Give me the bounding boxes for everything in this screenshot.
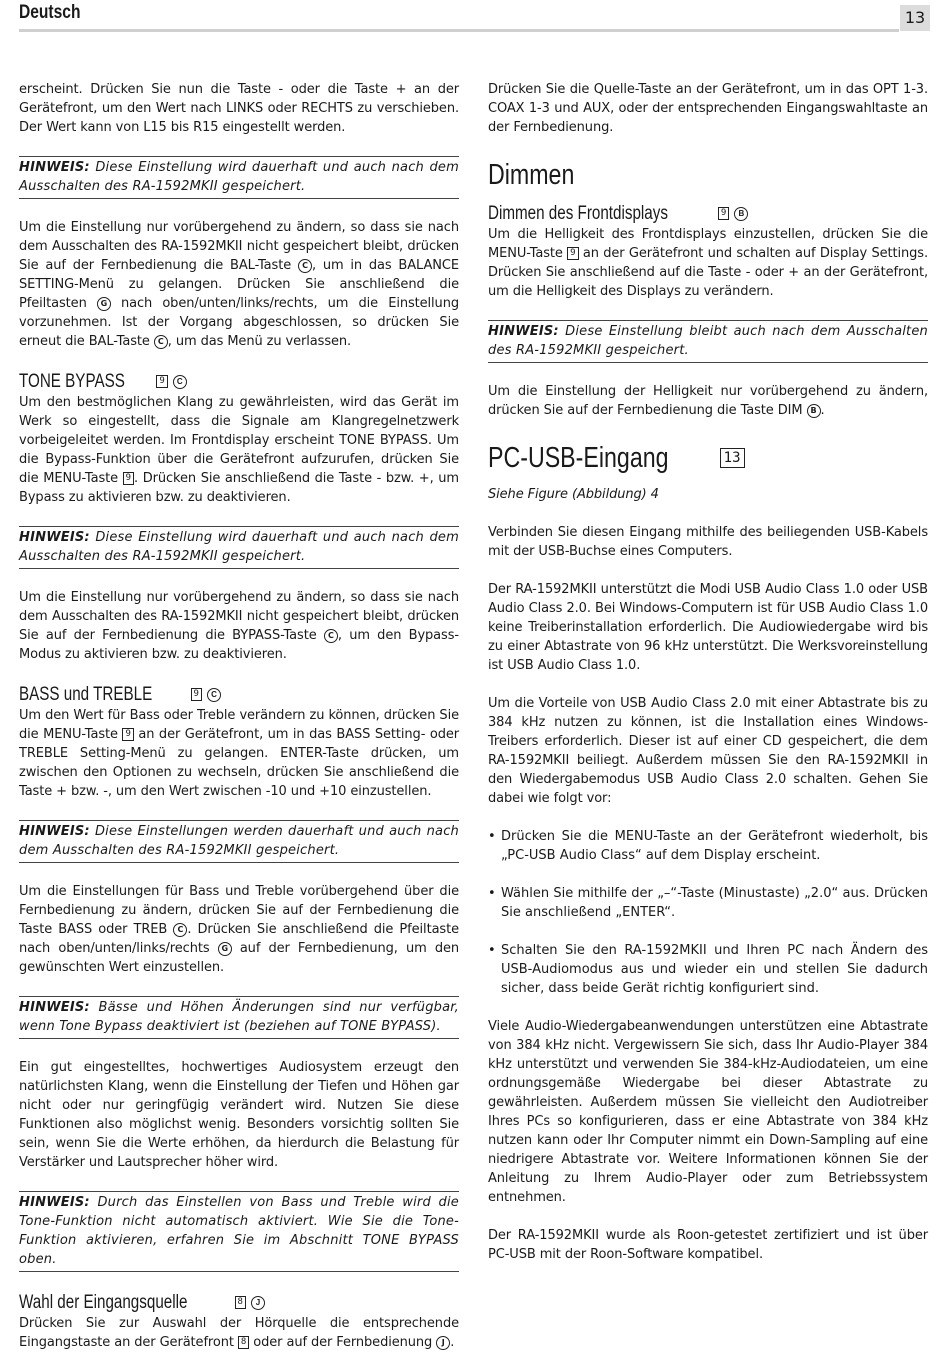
note-label: HINWEIS: — [488, 324, 559, 339]
list-item: • Drücken Sie die MENU-Taste an der Gerätefront wiederholt, bis „PC-USB Audio Class“ auf dem Display erscheint. — [488, 827, 928, 865]
bullet-list — [488, 827, 928, 998]
paragraph — [488, 225, 928, 301]
text-run: Um den Wert für Bass oder Treble verändern zu können, drücken Sie die MENU-Taste — [19, 708, 459, 742]
text-run: . Drücken Sie anschließend die Taste - bzw. +, um Bypass zu aktivieren bzw. zu deaktivieren. — [19, 471, 459, 505]
ref-c-icon: C — [207, 688, 221, 702]
note-text: Bässe und Höhen Änderungen sind nur verfügbar, wenn Tone Bypass deaktiviert ist (beziehen auf TONE BYPASS). — [19, 1000, 459, 1034]
paragraph: Viele Audio-Wiedergabeanwendungen unterstützen eine Abtastrate von 384 kHz nicht. Vergewissern Sie sich, dass Ihr Audio-Player 384 kHz unterstützt und verwenden Sie 384-kHz-Audiodateien, um eine ordnungsgemäße Wiedergabe bei dieser Abtastrate zu gewährleisten. Außerdem müssen Sie vielleicht den Audiotreiber Ihres PCs so konfigurieren, dass er eine Abtastrate von 384 kHz nutzen kann oder Ihr Computer nimmt ein Down-Sampling auf eine niedrigere Abtastrate vor. Weitere Informationen können Sie der Anleitung zu Ihrem Audio-Player oder zum Betriebssystem entnehmen. — [488, 1019, 928, 1205]
text-run: Um die Einstellung der Helligkeit nur vorübergehend zu ändern, drücken Sie auf der Fernbedienung die Taste DIM — [488, 384, 928, 418]
paragraph: Der RA-1592MKII unterstützt die Modi USB Audio Class 1.0 oder USB Audio Class 2.0. Bei Windows-Computern ist für USB Audio Class 1.0 keine Treiberinstallation erforderlich. Die Audiowiedergabe wird bis zu einer Abtastrate von 96 kHz unterstützt. Die Werksvoreinstellung ist USB Audio Class 1.0. — [488, 582, 928, 673]
paragraph — [488, 382, 928, 420]
page-header — [19, 0, 930, 34]
text-run: auf der Fernbedienung, um den gewünschten Wert einzustellen. — [19, 941, 460, 975]
left-column — [19, 80, 459, 1352]
note-text: Diese Einstellung bleibt auch nach dem Ausschalten des RA-1592MKII gespeichert. — [488, 324, 928, 358]
text-run: nach oben/unten/links/rechts, um die Einstellung vorzunehmen. Ist der Vorgang abgeschlossen, so drücken Sie erneut die BAL-Taste — [19, 296, 459, 349]
text-run: Um die Einstellungen für Bass und Treble vorübergehend über die Fernbedienung zu ändern, drücken Sie auf der Fernbedienung die Taste BASS oder TREB — [19, 884, 459, 937]
ref-9-icon: 9 — [123, 472, 134, 485]
heading-bass-treble — [19, 683, 459, 706]
paragraph — [19, 393, 459, 507]
heading-text: Wahl der Eingangsquelle — [19, 1292, 188, 1313]
ref-j-icon: J — [436, 1336, 450, 1350]
heading-text: Dimmen — [488, 159, 575, 191]
text-run: Um den bestmöglichen Klang zu gewährleisten, wird das Gerät im Werk so eingestellt, dass die Signale am Klangregelnetzwerk vorbeigeleitet werden. Im Frontdisplay erscheint TONE BYPASS. Um die Bypass-Funktion über die Gerätefront aufzurufen, drücken Sie die MENU-Taste — [19, 395, 459, 486]
note-label: HINWEIS: — [19, 824, 90, 839]
note-box — [19, 156, 459, 199]
text-run: . Drücken Sie anschließend die Pfeiltaste nach oben/unten/links/rechts — [19, 922, 459, 956]
text-run: oder auf der Fernbedienung — [249, 1335, 437, 1350]
heading-source-select — [19, 1291, 459, 1314]
ref-9-icon: 9 — [191, 688, 202, 701]
ref-9-icon: 9 — [718, 207, 729, 220]
paragraph — [19, 1314, 459, 1352]
paragraph — [19, 882, 459, 977]
paragraph: erscheint. Drücken Sie nun die Taste - oder die Taste + an der Gerätefront, um den Wert nach LINKS oder RECHTS zu verschieben. Der Wert kann von L15 bis R15 eingestellt werden. — [19, 82, 459, 135]
note-label: HINWEIS: — [19, 530, 90, 545]
note-label: HINWEIS: — [19, 160, 90, 175]
text-run: . — [820, 403, 825, 418]
list-item: • Wählen Sie mithilfe der „–“-Taste (Minustaste) „2.0“ aus. Drücken Sie anschließend „ENTER“. — [488, 884, 928, 922]
heading-tone-bypass — [19, 370, 459, 393]
text-run: , um das Menü zu verlassen. — [167, 334, 352, 349]
list-item: • Schalten Sie den RA-1592MKII und Ihren PC nach Ändern des USB-Audiomodus aus und wieder ein und stellen Sie dadurch sicher, dass beide Gerät richtig konfiguriert sind. — [488, 941, 928, 998]
text-run: an der Gerätefront, um in das BASS Setting- oder TREBLE Setting-Menü zu gelangen. ENTER-Taste drücken, um zwischen den Optionen zu wechseln, drücken Sie anschließend die Taste + bzw. -, um den Wert zwischen -10 und +10 einzustellen. — [19, 727, 459, 799]
right-column — [488, 80, 928, 1264]
paragraph: Drücken Sie die Quelle-Taste an der Gerätefront, um in das OPT 1-3. COAX 1-3 und AUX, oder der entsprechenden Eingangswahltaste an der Fernbedienung. — [488, 82, 928, 135]
note-box — [19, 996, 459, 1039]
text-run: Drücken Sie zur Auswahl der Hörquelle die entsprechende Eingangstaste an der Gerätefront — [19, 1316, 459, 1350]
header-rule — [19, 29, 899, 32]
paragraph: Um die Vorteile von USB Audio Class 2.0 mit einer Abtastrate bis zu 384 kHz nutzen zu können, ist die Installation eines Windows-Treibers erforderlich. Dieser ist auf einer CD gespeichert, die dem RA-1592MKII beiliegt. Außerdem müssen Sie den RA-1592MKII in den Wiedergabemodus USB Audio Class 2.0 schalten. Gehen Sie dabei wie folgt vor: — [488, 696, 928, 806]
note-label: HINWEIS: — [19, 1000, 90, 1015]
note-text: Diese Einstellungen werden dauerhaft und auch nach dem Ausschalten des RA-1592MKII gespeichert. — [19, 824, 459, 858]
paragraph: Verbinden Sie diesen Eingang mithilfe des beiliegenden USB-Kabels mit der USB-Buchse eines Computers. — [488, 525, 928, 559]
ref-j-icon: J — [251, 1296, 265, 1310]
ref-g-icon: G — [218, 942, 232, 956]
ref-b-icon: B — [734, 207, 748, 221]
ref-9-icon: 9 — [567, 247, 578, 260]
text-run: , um den Bypass-Modus zu aktivieren bzw. zu deaktivieren. — [19, 628, 459, 662]
ref-c-icon: C — [154, 335, 168, 349]
note-text: Diese Einstellung wird dauerhaft und auch nach dem Ausschalten des RA-1592MKII gespeichert. — [19, 530, 459, 564]
heading-dimmen — [488, 156, 928, 194]
paragraph — [19, 706, 459, 801]
heading-text: Dimmen des Frontdisplays — [488, 203, 668, 224]
ref-c-icon: C — [324, 629, 338, 643]
ref-b-icon: B — [807, 404, 821, 418]
ref-g-icon: G — [97, 297, 111, 311]
note-text: Diese Einstellung wird dauerhaft und auch nach dem Ausschalten des RA-1592MKII gespeichert. — [19, 160, 459, 194]
ref-c-icon: C — [173, 923, 187, 937]
ref-c-icon: C — [298, 259, 312, 273]
note-text: Durch das Einstellen von Bass und Treble wird die Tone-Funktion nicht automatisch aktiviert. Wie Sie die Tone-Funktion aktivieren, erfahren Sie im Abschnitt TONE BYPASS oben. — [19, 1195, 459, 1267]
ref-c-icon: C — [173, 375, 187, 389]
header-language: Deutsch — [19, 2, 81, 23]
ref-13-icon: 13 — [720, 448, 745, 468]
ref-8-icon: 8 — [235, 1296, 246, 1309]
text-run: . — [450, 1335, 455, 1350]
note-box — [488, 320, 928, 363]
paragraph — [19, 218, 459, 351]
ref-9-icon: 9 — [122, 728, 133, 741]
heading-text: TONE BYPASS — [19, 371, 125, 392]
paragraph: Der RA-1592MKII wurde als Roon-getestet zertifiziert und ist über PC-USB mit der Roon-Software kompatibel. — [488, 1228, 928, 1262]
paragraph: Ein gut eingestelltes, hochwertiges Audiosystem erzeugt den natürlichsten Klang, wenn die Einstellung der Tiefen und Höhen gar nicht oder nur geringfügig verändert wird. Nutzen Sie diese Funktionen also möglichst wenig. Besonders vorsichtig sollten Sie sein, wenn Sie die Werte erhöhen, da hierdurch die Belastung für Verstärker und Lautsprecher höher wird. — [19, 1060, 459, 1170]
figure-reference: Siehe Figure (Abbildung) 4 — [488, 487, 659, 502]
paragraph — [19, 588, 459, 664]
page-number: 13 — [900, 5, 930, 31]
text-run: an der Gerätefront und schalten auf Display Settings. Drücken Sie anschließend auf die Taste - oder + an der Gerätefront, um die Helligkeit des Displays zu verändern. — [488, 246, 928, 299]
note-label: HINWEIS: — [19, 1195, 90, 1210]
note-box — [19, 820, 459, 863]
text-run: Um die Einstellung nur vorübergehend zu ändern, so dass sie nach dem Ausschalten des RA-1592MKII nicht gespeichert bleibt, drücken Sie auf der Fernbedienung die BYPASS-Taste — [19, 590, 459, 643]
text-run: Um die Helligkeit des Frontdisplays einzustellen, drücken Sie die MENU-Taste — [488, 227, 928, 261]
note-box — [19, 526, 459, 569]
heading-text: PC-USB-Eingang — [488, 442, 669, 474]
heading-front-display — [488, 202, 928, 225]
text-run: Um die Einstellung nur vorübergehend zu ändern, so dass sie nach dem Ausschalten des RA-1592MKII nicht gespeichert bleibt, drücken Sie auf der Fernbedienung die BAL-Taste — [19, 220, 459, 273]
ref-9-icon: 9 — [156, 375, 167, 388]
text-run: , um in das BALANCE SETTING-Menü zu gelangen. Drücken Sie anschließend die Pfeiltasten — [19, 258, 459, 311]
ref-8-icon: 8 — [238, 1336, 249, 1349]
heading-pc-usb — [488, 439, 928, 477]
heading-text: BASS und TREBLE — [19, 684, 153, 705]
